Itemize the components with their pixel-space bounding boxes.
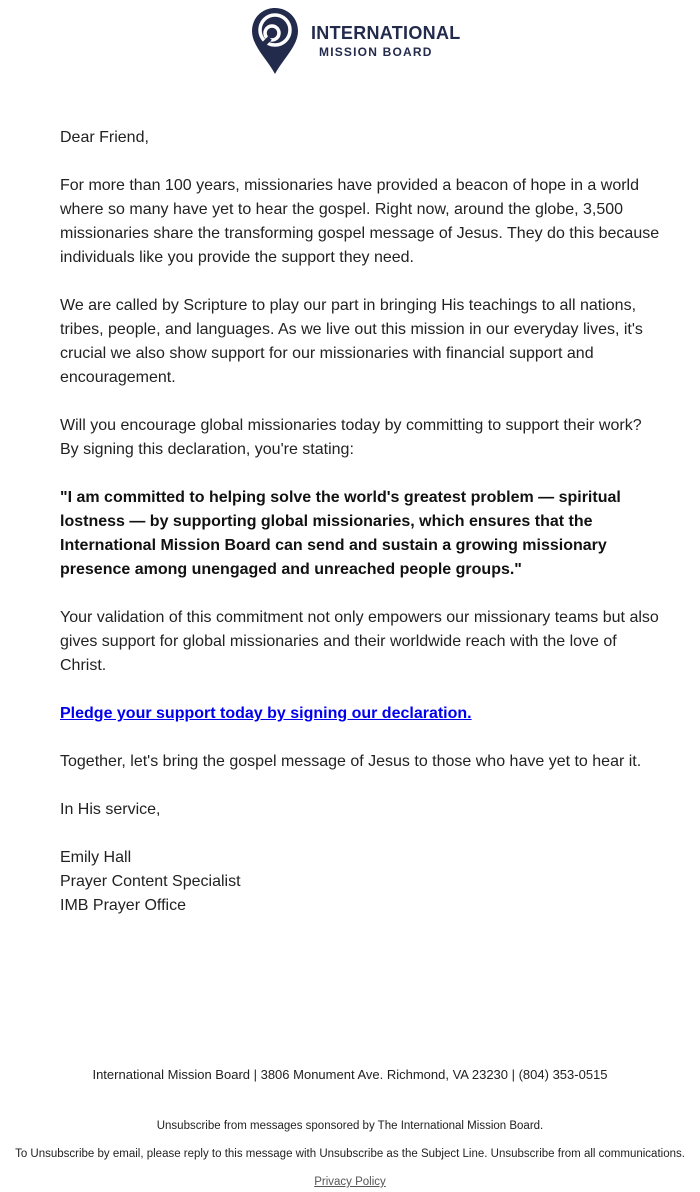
sign-off: In His service, [60,801,161,818]
greeting: Dear Friend, [60,129,149,146]
paragraph-together: Together, let's bring the gospel message of Jesus to those who have yet to hear it. [60,753,642,770]
pledge-link[interactable]: Pledge your support today by signing our declaration. [60,705,472,722]
map-pin-icon [250,6,300,76]
footer-address: International Mission Board | 3806 Monument Ave. Richmond, VA 23230 | (804) 353-0515 [92,1067,608,1082]
signature-block [60,846,660,918]
signature-name: Emily Hall [60,849,132,866]
signature-title: Prayer Content Specialist [60,873,241,890]
paragraph-ask: Will you encourage global missionaries today by committing to support their work? By signing this declaration, you're stating: [60,417,642,458]
signature-office: IMB Prayer Office [60,897,186,914]
cta-paragraph [60,702,660,726]
brand-logo-text [311,24,461,58]
declaration-quote: "I am committed to helping solve the world's greatest problem — spiritual lostness — by supporting global missionaries, which ensures that the International Mission Board can send and sustain a growing missionary presence among unengaged and unreached people groups." [60,489,621,578]
paragraph-calling: We are called by Scripture to play our part in bringing His teachings to all nations, tribes, people, and languages. As we live out this mission in our everyday lives, it's crucial we also show support for our missionaries with financial support and encouragement. [60,297,643,386]
logo-line-mission-board: MISSION BOARD [319,45,433,59]
paragraph-history: For more than 100 years, missionaries have provided a beacon of hope in a world where so many have yet to hear the gospel. Right now, around the globe, 3,500 missionaries share the transforming gospel message of Jesus. They do this because individuals like you provide the support they need. [60,177,660,266]
letter-body [60,126,660,942]
unsubscribe-email-text[interactable]: To Unsubscribe by email, please reply to this message with Unsubscribe as the Subject Line. Unsubscribe from all communications. [15,1148,685,1160]
email-header [0,6,700,78]
privacy-policy-link[interactable]: Privacy Policy [314,1176,386,1188]
logo-line-international: INTERNATIONAL [311,23,461,43]
paragraph-validation: Your validation of this commitment not only empowers our missionary teams but also gives support for global missionaries and their worldwide reach with the love of Christ. [60,609,659,674]
privacy-policy [0,1176,700,1188]
unsubscribe-text[interactable]: Unsubscribe from messages sponsored by The International Mission Board. [156,1120,544,1132]
